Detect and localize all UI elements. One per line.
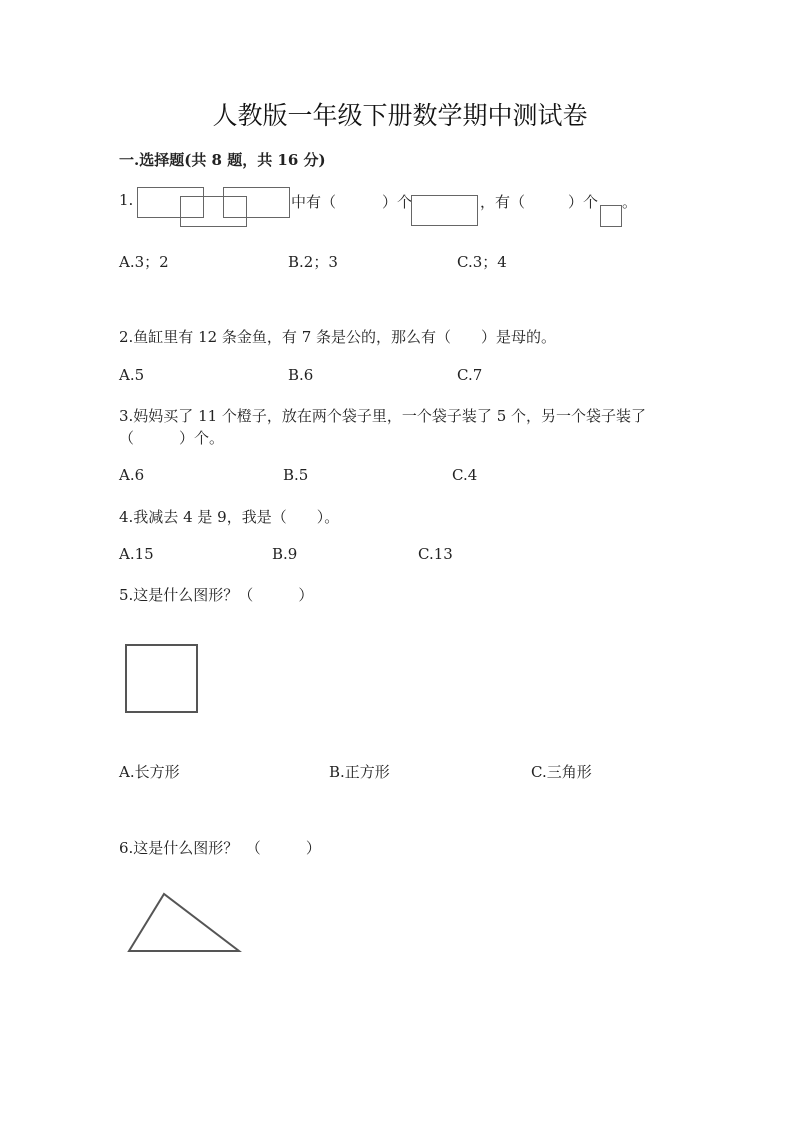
square-shape-icon	[600, 205, 622, 227]
page-title: 人教版一年级下册数学期中测试卷	[212, 101, 588, 130]
q1-option-c[interactable]: C.3；4	[457, 253, 507, 271]
q5-option-a[interactable]: A.长方形	[119, 763, 180, 781]
q1-text-part: ，有（	[480, 193, 526, 211]
q2-option-a[interactable]: A.5	[119, 366, 145, 384]
triangle-figure	[120, 888, 250, 958]
q2-text: 2.鱼缸里有 12 条金鱼，有 7 条是公的，那么有（ ）是母的。	[119, 328, 557, 346]
q1-text-part: 中有（	[291, 193, 337, 211]
square-figure	[125, 644, 198, 713]
q5-text: 5.这是什么图形？（ ）	[119, 586, 314, 604]
q5-option-c[interactable]: C.三角形	[531, 763, 592, 781]
rectangle-shape-icon	[411, 195, 478, 226]
q4-option-c[interactable]: C.13	[418, 545, 453, 563]
q3-option-a[interactable]: A.6	[119, 466, 145, 484]
q2-option-b[interactable]: B.6	[288, 366, 314, 384]
q2-option-c[interactable]: C.7	[457, 366, 483, 384]
q4-option-a[interactable]: A.15	[119, 545, 154, 563]
q3-option-c[interactable]: C.4	[452, 466, 478, 484]
q3-text-line1: 3.妈妈买了 11 个橙子，放在两个袋子里，一个袋子装了 5 个，另一个袋子装了	[119, 407, 647, 425]
q1-text-part: 。	[622, 193, 638, 211]
q3-text-line2: （ ）个。	[119, 429, 225, 447]
section-heading: 一.选择题(共 8 题，共 16 分)	[119, 151, 326, 169]
q1-option-a[interactable]: A.3；2	[119, 253, 169, 271]
q1-number: 1.	[119, 191, 134, 209]
q5-option-b[interactable]: B.正方形	[329, 763, 390, 781]
q4-option-b[interactable]: B.9	[272, 545, 298, 563]
q1-text-part: ）个	[382, 193, 413, 211]
q1-option-b[interactable]: B.2；3	[288, 253, 338, 271]
q3-option-b[interactable]: B.5	[283, 466, 309, 484]
q6-text: 6.这是什么图形？ （ ）	[119, 839, 321, 857]
figure-rect	[180, 196, 247, 227]
q1-text-part: ）个	[568, 193, 599, 211]
q4-text: 4.我减去 4 是 9，我是（ ）。	[119, 508, 340, 526]
